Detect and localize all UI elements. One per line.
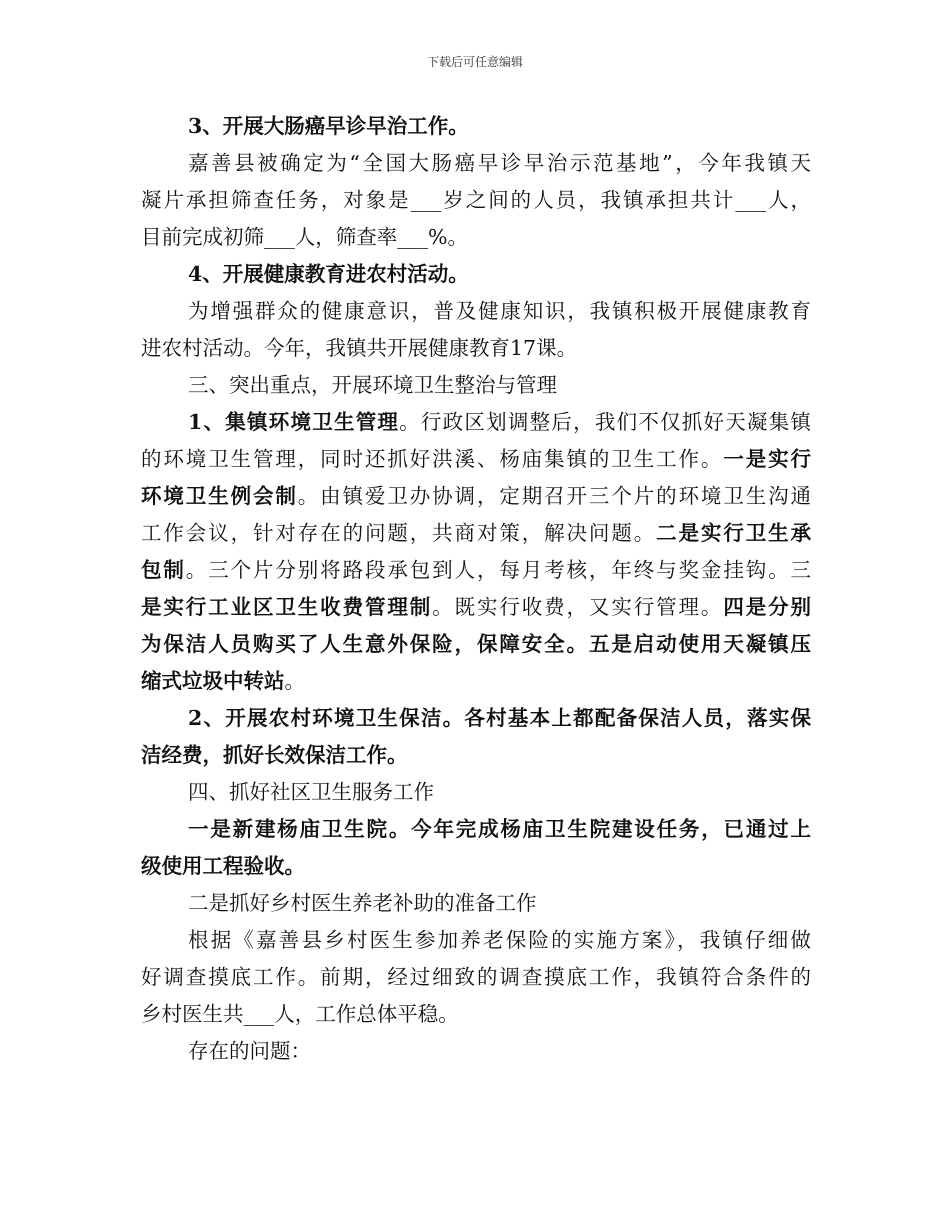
paragraph-line [141,663,811,700]
chapter-heading-4: 四、抓好社区卫生服务工作 [188,780,434,804]
page-header: 下载后可任意编辑 [426,55,523,69]
paragraph-line: 一是新建杨庙卫生院。今年完成杨庙卫生院建设任务，已通过上 [188,817,811,841]
paragraph-line: 乡村医生共___人，工作总体平稳。 [141,1002,459,1026]
chapter-heading-3: 三、突出重点，开展环境卫生整治与管理 [188,373,557,397]
paragraph-line: 2、开展农村环境卫生保洁。各村基本上都配备保洁人员，落实保 [188,706,811,730]
bold-phrase: 二是实行卫生承 [656,521,811,545]
paragraph-line: 嘉善县被确定为“全国大肠癌早诊早治示范基地”，今年我镇天 [188,151,811,175]
bold-phrase: 1、集镇环境卫生管理 [188,410,400,434]
paragraph-line: 为增强群众的健康意识，普及健康知识，我镇积极开展健康教育 [188,299,811,323]
paragraph-line [141,589,811,626]
section-heading-3: 3、开展大肠癌早诊早治工作。 [188,114,469,138]
paragraph-line: 目前完成初筛___人，筛查率___%。 [141,225,468,249]
paragraph-line: 根据《嘉善县乡村医生参加养老保险的实施方案》，我镇仔细做 [188,928,811,952]
bold-phrase: 四是分别 [723,595,811,619]
paragraph-line [141,552,811,589]
paragraph-line: 存在的问题： [188,1039,311,1063]
text-run: 。行政区划调整后，我们不仅抓好天凝集镇 [399,410,811,434]
paragraph-line [141,404,811,441]
text-run: 。既实行收费，又实行管理。 [432,595,724,619]
text-run: 。由镇爱卫办协调，定期召开三个片的环境卫生沟通 [297,484,811,508]
text-run: 。三个片分别将路段承包到人，每月考核，年终与奖金挂钩。三 [185,558,811,582]
bold-phrase: 是实行工业区卫生收费管理制 [141,595,433,619]
text-run: 工作会议，针对存在的问题，共商对策，解决问题。 [141,521,657,545]
document-body [141,108,811,1070]
paragraph-line: 进农村活动。今年，我镇共开展健康教育17课。 [141,336,578,360]
text-run: 。 [284,669,305,693]
section-heading-4: 4、开展健康教育进农村活动。 [188,262,469,286]
paragraph-line: 级使用工程验收。 [141,854,305,878]
bold-phrase: 包制 [141,558,186,582]
paragraph-line [141,515,811,552]
paragraph-line: 好调查摸底工作。前期，经过细致的调查摸底工作，我镇符合条件的 [141,965,811,989]
bold-phrase: 为保洁人员购买了人生意外保险，保障安全。 [141,632,589,656]
bold-phrase: 缩式垃圾中转站 [141,669,285,693]
subheading: 二是抓好乡村医生养老补助的准备工作 [188,891,537,915]
bold-phrase: 一是实行 [723,447,811,471]
paragraph-line [141,626,811,663]
paragraph-line: 凝片承担筛查任务，对象是___岁之间的人员，我镇承担共计___人， [141,188,811,212]
text-run: 的环境卫生管理，同时还抓好洪溪、杨庙集镇的卫生工作。 [141,447,724,471]
bold-phrase: 环境卫生例会制 [141,484,298,508]
paragraph-line [141,441,811,478]
paragraph-line [141,478,811,515]
bold-phrase: 五是启动使用天凝镇压 [588,632,811,656]
paragraph-line: 洁经费，抓好长效保洁工作。 [141,743,408,767]
